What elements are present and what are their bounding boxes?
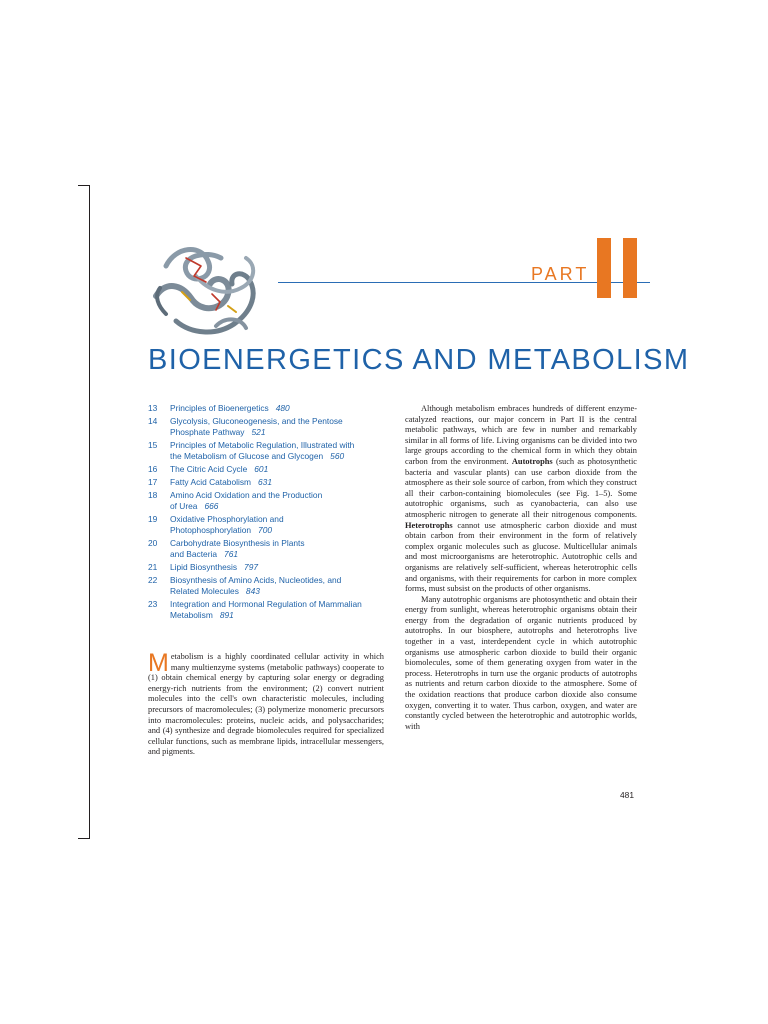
chapter-number: 13 [148, 403, 158, 413]
key-term: Autotrophs [511, 456, 553, 466]
chapter-page: 761 [224, 549, 239, 559]
part-numeral-graphic [594, 238, 640, 298]
chapter-entry [148, 440, 393, 462]
chapter-entry [148, 403, 393, 414]
chapter-title: Principles of Bioenergetics 480 [170, 403, 290, 413]
chapter-title: Principles of Metabolic Regulation, Illustrated with the Metabolism of Glucose and Glycogen 560 [170, 440, 355, 461]
chapter-number: 14 [148, 416, 158, 426]
chapter-title: Glycolysis, Gluconeogenesis, and the Pentose Phosphate Pathway 521 [170, 416, 343, 437]
chapter-number: 17 [148, 477, 158, 487]
chapter-number: 20 [148, 538, 158, 548]
chapter-page: 521 [251, 427, 266, 437]
chapter-entry [148, 464, 393, 475]
chapter-page: 631 [258, 477, 272, 487]
chapter-title: Oxidative Phosphorylation and Photophosphorylation 700 [170, 514, 284, 535]
chapter-page: 480 [275, 403, 290, 413]
chapter-entry [148, 416, 393, 438]
drop-cap: M [148, 649, 169, 677]
chapter-title: Carbohydrate Biosynthesis in Plants and Bacteria 761 [170, 538, 305, 559]
chapter-entry [148, 575, 393, 597]
chapter-number: 18 [148, 490, 158, 500]
intro-text: etabolism is a highly coordinated cellular activity in which many multienzyme systems (metabolic pathways) cooperate to (1) obtain chemical energy by capturing solar energy or degrading energy-rich nutrients from the environment; (2) convert nutrient molecules into the cell's own characteristic molecules, including precursors of macromolecules; (3) polymerize monomeric precursors into macromolecules: proteins, nucleic acids, and polysaccharides; and (4) synthesize and degrade biomolecules required for specialized cellular functions, such as membrane lipids, intracellular messengers, and pigments. [148, 652, 384, 757]
part-label: PART [531, 264, 590, 284]
chapter-page: 700 [258, 525, 273, 535]
chapter-number: 15 [148, 440, 158, 450]
chapter-title: Lipid Biosynthesis 797 [170, 562, 259, 572]
chapter-entry [148, 538, 393, 560]
chapter-number: 21 [148, 562, 158, 572]
chapter-title: Amino Acid Oxidation and the Production of Urea 666 [170, 490, 323, 511]
chapter-entry [148, 490, 393, 512]
chapter-title: Integration and Hormonal Regulation of Mammalian Metabolism 891 [170, 599, 362, 620]
chapter-entry [148, 599, 393, 621]
chapter-number: 19 [148, 514, 158, 524]
chapter-number: 22 [148, 575, 158, 585]
body-text-column [405, 404, 637, 732]
chapter-list [148, 403, 393, 623]
protein-ribbon-illustration [146, 236, 276, 346]
crop-mark-bottom [78, 838, 90, 839]
chapter-entry [148, 477, 393, 488]
page-title: BIOENERGETICS AND METABOLISM [148, 344, 690, 376]
chapter-page: 601 [254, 464, 269, 474]
page-number: 481 [620, 790, 634, 800]
chapter-entry [148, 514, 393, 536]
chapter-page: 560 [330, 451, 345, 461]
key-term: Heterotrophs [405, 520, 453, 530]
crop-mark-left [89, 185, 90, 839]
chapter-page: 843 [245, 586, 260, 596]
chapter-number: 16 [148, 464, 158, 474]
body-paragraph: Many autotrophic organisms are photosynthetic and obtain their energy from sunlight, whereas heterotrophic organisms obtain their energy from the degradation of organic nutrients produced by autotrophs. In our biosphere, autotrophs and heterotrophs live together in a vast, interdependent cycle in which autotrophic organisms use atmospheric carbon dioxide to build their organic biomolecules, some of them generating oxygen from water in the process. Heterotrophs in turn use the organic products of autotrophs as nutrients and return carbon dioxide to the atmosphere. Some of the oxidation reactions that produce carbon dioxide also consume oxygen, converting it to water. Thus carbon, oxygen, and water are constantly cycled between the heterotrophic and autotrophic worlds, with [405, 594, 637, 731]
chapter-page: 891 [219, 610, 234, 620]
chapter-title: Fatty Acid Catabolism 631 [170, 477, 272, 487]
chapter-page: 666 [204, 501, 219, 511]
body-paragraph: Although metabolism embraces hundreds of different enzyme-catalyzed reactions, our major concern in Part II is the central metabolic pathways, which are few in number and remarkably similar in all forms of life. Living organisms can be divided into two large groups according to the chemical form in which they obtain carbon from the environment. Autotrophs (such as photosynthetic bacteria and vascular plants) can use carbon dioxide from the atmosphere as their sole source of carbon, from which they construct all their carbon-containing biomolecules (see Fig. 1–5). Some autotrophic organisms, such as cyanobacteria, can also use atmospheric nitrogen to generate all their nitrogenous components. Heterotrophs cannot use atmospheric carbon dioxide and must obtain carbon from their environment in the form of relatively complex organic molecules such as glucose. Multicellular animals and most microorganisms are heterotrophic. Autotrophic cells and organisms are relatively self-sufficient, whereas heterotrophic cells and organisms, with their requirements for carbon in more complex forms, must subsist on the products of other organisms. [405, 404, 637, 594]
chapter-title: The Citric Acid Cycle 601 [170, 464, 269, 474]
intro-paragraph [148, 649, 384, 758]
chapter-title: Biosynthesis of Amino Acids, Nucleotides, and Related Molecules 843 [170, 575, 342, 596]
chapter-page: 797 [244, 562, 259, 572]
chapter-number: 23 [148, 599, 158, 609]
chapter-entry [148, 562, 393, 573]
